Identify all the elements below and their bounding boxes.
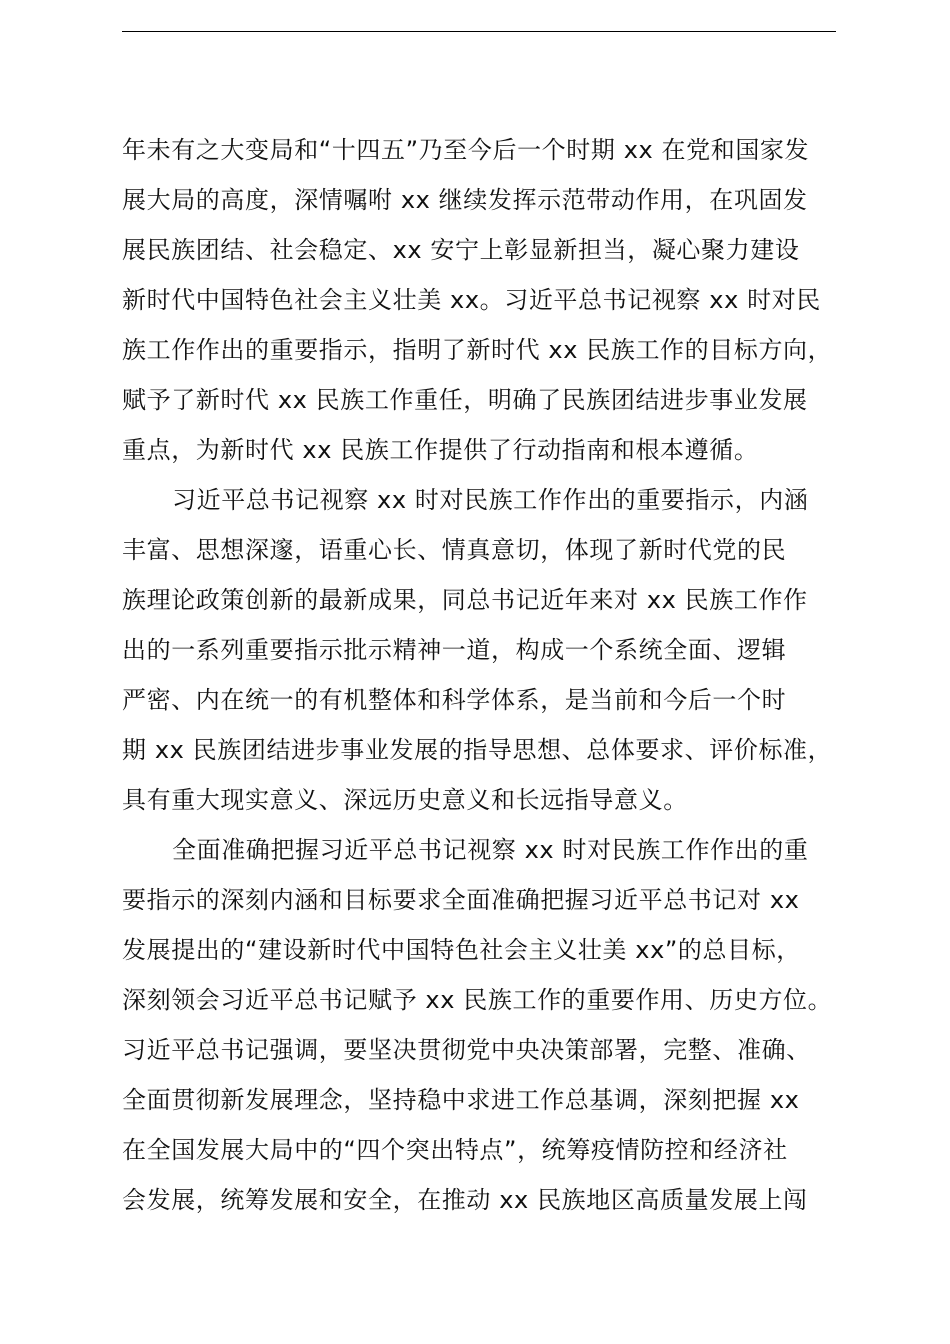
text-line: 族理论政策创新的最新成果，同总书记近年来对 xx 民族工作作 bbox=[122, 586, 808, 614]
paragraph-3 bbox=[122, 825, 862, 1225]
text-line: 期 xx 民族团结进步事业发展的指导思想、总体要求、评价标准， bbox=[122, 736, 833, 764]
text-line: 习近平总书记视察 xx 时对民族工作作出的重要指示，内涵 bbox=[172, 486, 809, 514]
text-line: 严密、内在统一的有机整体和科学体系，是当前和今后一个时 bbox=[122, 686, 787, 714]
text-line: 发展提出的“建设新时代中国特色社会主义壮美 xx”的总目标， bbox=[122, 936, 801, 964]
text-line: 全面贯彻新发展理念，坚持稳中求进工作总基调，深刻把握 xx bbox=[122, 1086, 800, 1114]
text-line: 在全国发展大局中的“四个突出特点”，统筹疫情防控和经济社 bbox=[122, 1136, 788, 1164]
header-rule bbox=[122, 31, 836, 32]
paragraph-2 bbox=[122, 475, 862, 825]
text-line: 新时代中国特色社会主义壮美 xx。习近平总书记视察 xx 时对民 bbox=[122, 286, 821, 314]
text-line: 出的一系列重要指示批示精神一道，构成一个系统全面、逻辑 bbox=[122, 636, 787, 664]
text-line: 年未有之大变局和“十四五”乃至今后一个时期 xx 在党和国家发 bbox=[122, 136, 810, 164]
text-line: 要指示的深刻内涵和目标要求全面准确把握习近平总书记对 xx bbox=[122, 886, 800, 914]
document-body bbox=[122, 125, 862, 1225]
text-line: 重点，为新时代 xx 民族工作提供了行动指南和根本遵循。 bbox=[122, 436, 759, 464]
text-line: 习近平总书记强调，要坚决贯彻党中央决策部署，完整、准确、 bbox=[122, 1036, 811, 1064]
text-line: 族工作作出的重要指示，指明了新时代 xx 民族工作的目标方向， bbox=[122, 336, 833, 364]
text-line: 深刻领会习近平总书记赋予 xx 民族工作的重要作用、历史方位。 bbox=[122, 986, 833, 1014]
text-line: 展民族团结、社会稳定、xx 安宁上彰显新担当，凝心聚力建设 bbox=[122, 236, 800, 264]
text-line: 全面准确把握习近平总书记视察 xx 时对民族工作作出的重 bbox=[172, 836, 809, 864]
text-line: 会发展，统筹发展和安全，在推动 xx 民族地区高质量发展上闯 bbox=[122, 1186, 808, 1214]
text-line: 具有重大现实意义、深远历史意义和长远指导意义。 bbox=[122, 786, 688, 814]
text-line: 赋予了新时代 xx 民族工作重任，明确了民族团结进步事业发展 bbox=[122, 386, 808, 414]
text-line: 丰富、思想深邃，语重心长、情真意切，体现了新时代党的民 bbox=[122, 536, 787, 564]
paragraph-1 bbox=[122, 125, 862, 475]
text-line: 展大局的高度，深情嘱咐 xx 继续发挥示范带动作用，在巩固发 bbox=[122, 186, 808, 214]
